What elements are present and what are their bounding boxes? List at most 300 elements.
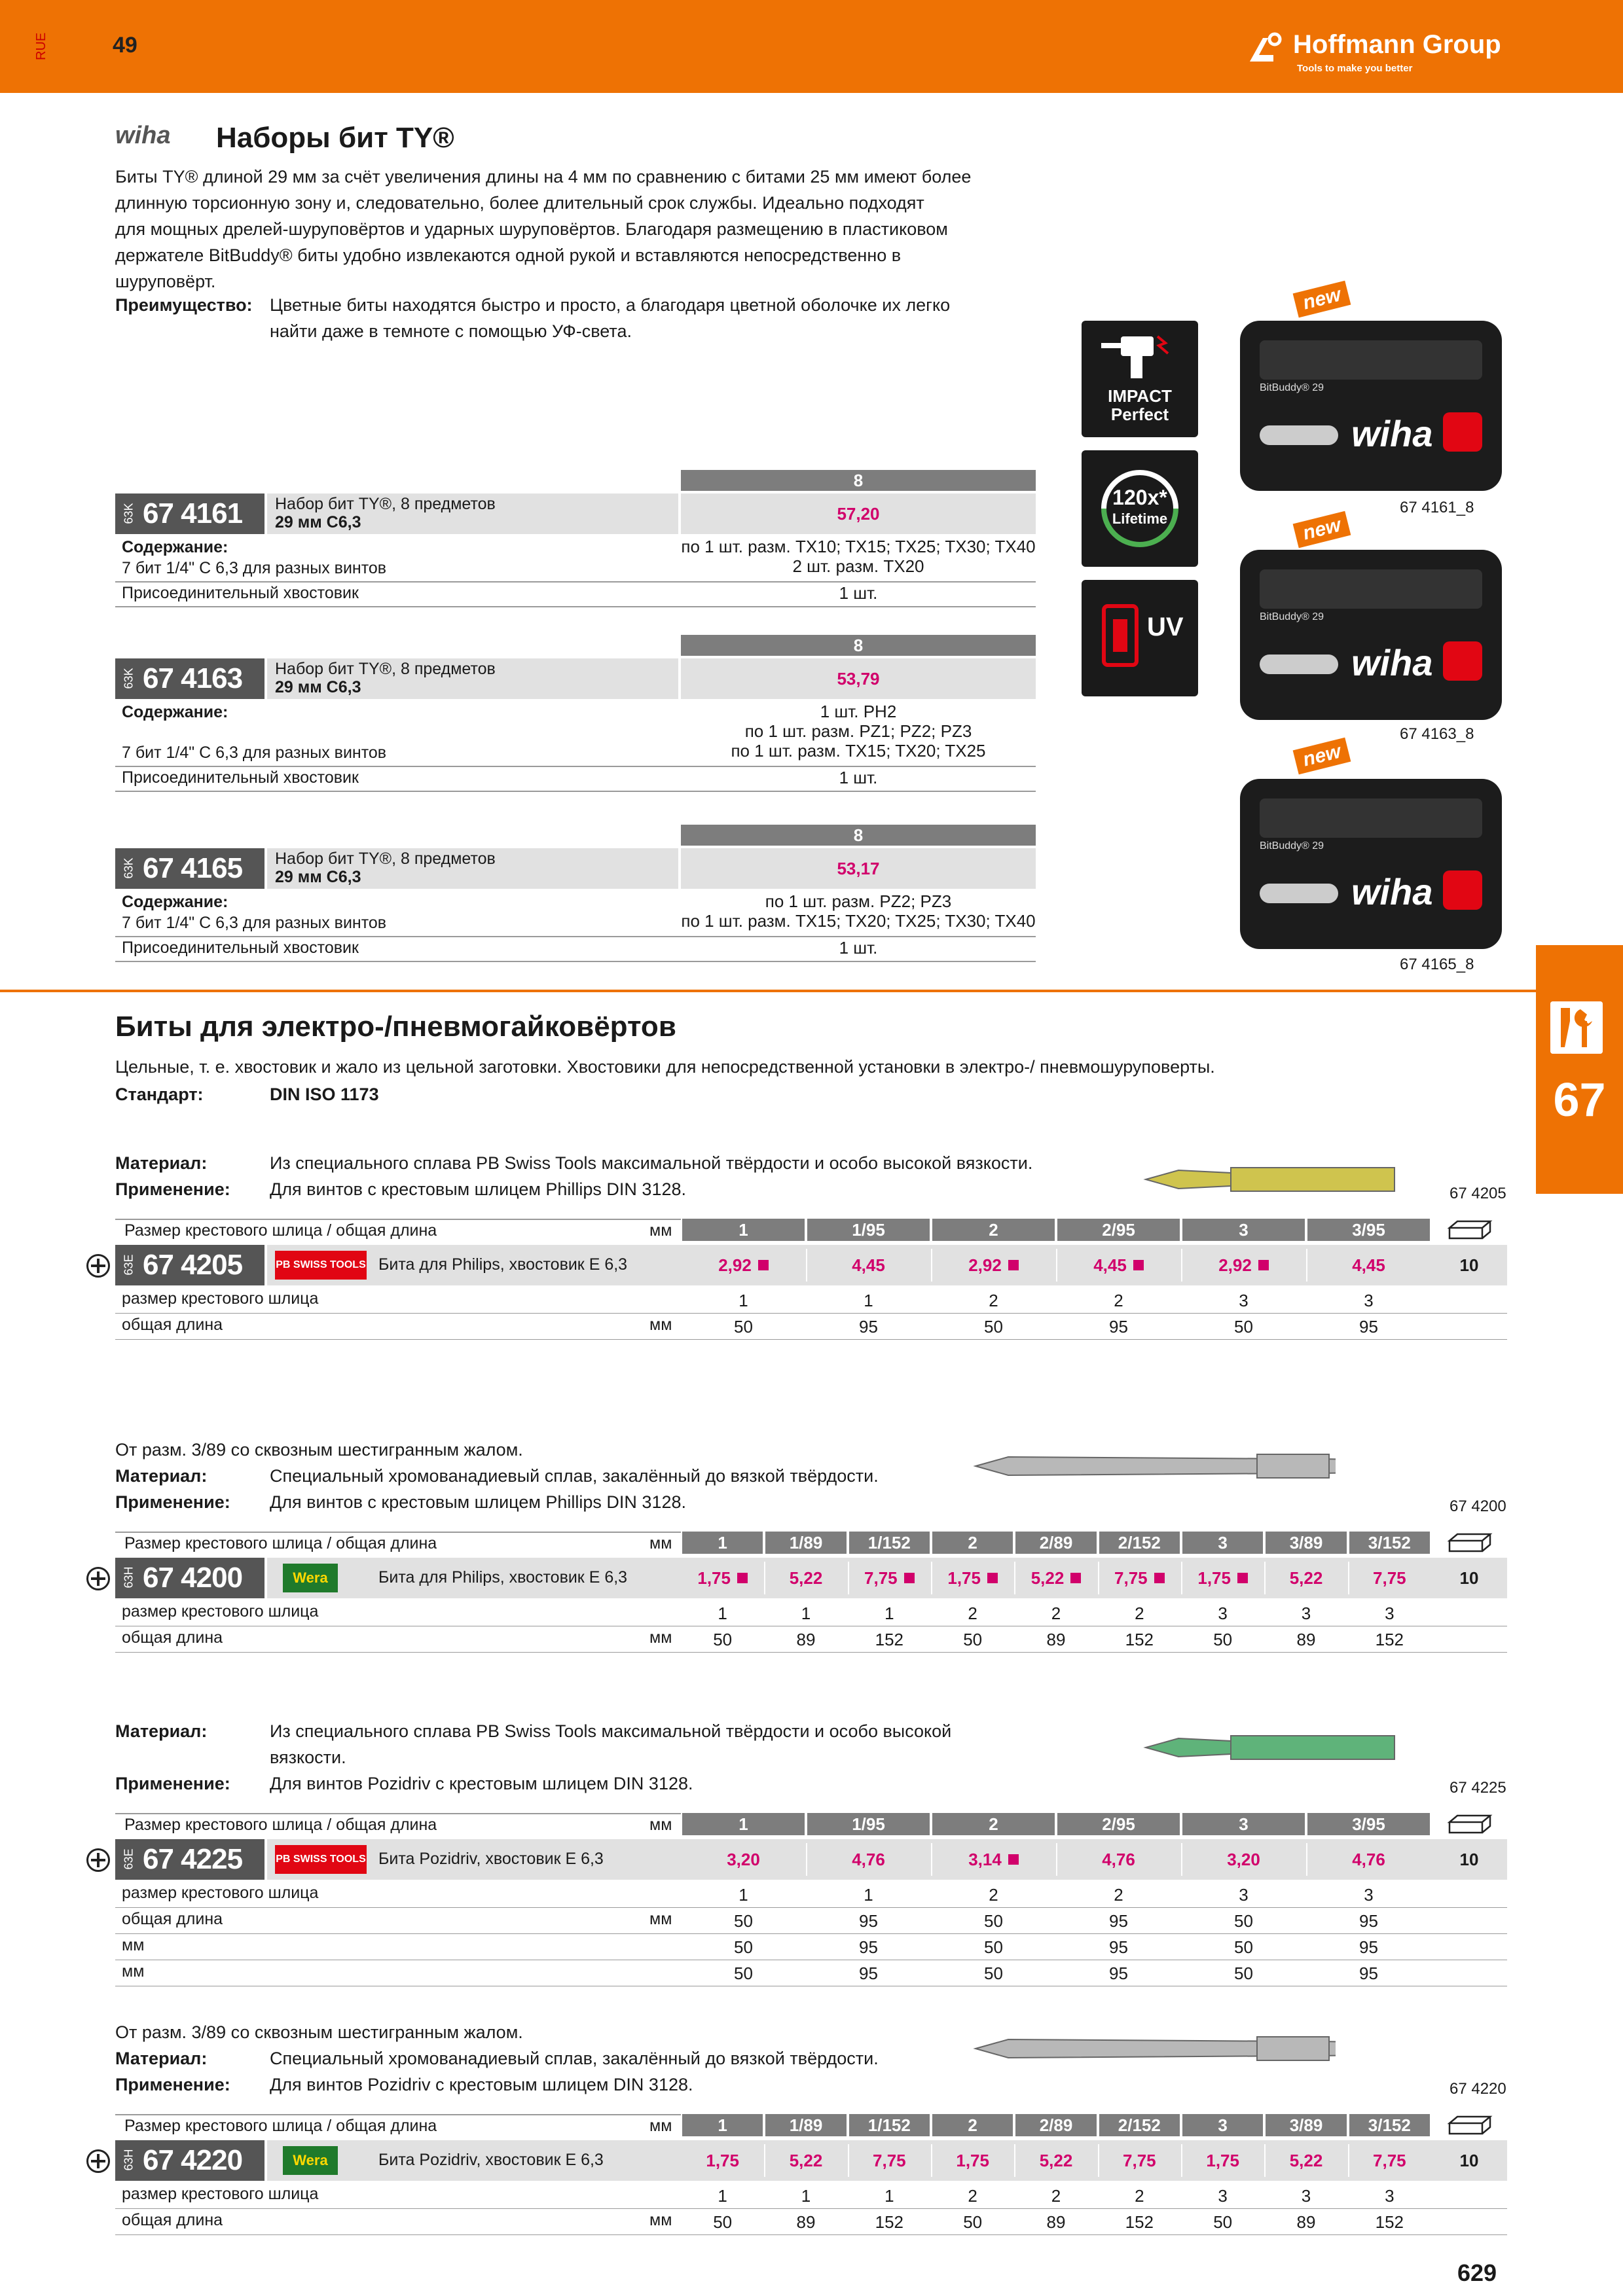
price-value: 1,75 <box>956 2150 989 2170</box>
row-value: 95 <box>1359 1963 1378 1983</box>
row-value: 2 <box>989 1884 998 1905</box>
article-prefix: 63K <box>122 857 136 878</box>
bit-image <box>969 1440 1336 1492</box>
price-value: 4,76 <box>1102 1849 1135 1869</box>
row-value: 2 <box>1135 1603 1144 1623</box>
content-text: 7 бит 1/4" C 6,3 для разных винтов <box>122 744 387 762</box>
size-header: 3 <box>1182 1813 1305 1835</box>
intro-line: Биты TY® длиной 29 мм за счёт увеличения длины на 4 мм по сравнению с битами 25 мм имеют более <box>115 167 972 187</box>
row-value: 50 <box>734 1937 753 1957</box>
intro-line: держателе BitBuddy® биты удобно извлекаются одной рукой и вставляются непосредственно в <box>115 245 902 265</box>
unit-label: мм <box>649 1534 672 1552</box>
cell-divider <box>1014 2144 1015 2177</box>
row-value: 3 <box>1385 2185 1395 2206</box>
price <box>931 1245 1056 1285</box>
row-value: 2 <box>989 1290 998 1310</box>
size-header: 3/152 <box>1349 1532 1430 1554</box>
cell-divider <box>1056 1249 1057 1282</box>
pack-quantity: 10 <box>1459 1255 1479 1275</box>
content-value: по 1 шт. разм. TX15; TX20; TX25 <box>731 740 986 761</box>
article-box <box>115 848 264 889</box>
application-text: Для винтов с крестовым шлицем Phillips DIN 3128. <box>270 1492 687 1512</box>
row-value: 50 <box>1234 1963 1253 1983</box>
size-length-label: Размер крестового шлица / общая длина <box>124 2117 437 2135</box>
price-value: 5,22 <box>789 2150 823 2170</box>
cell-divider <box>1348 2144 1349 2177</box>
price-value: 3,20 <box>1227 1849 1260 1869</box>
material-text: вязкости. <box>270 1748 346 1767</box>
qty-header: 8 <box>681 470 1036 491</box>
header-rule <box>115 1532 681 1533</box>
price-marker <box>1258 1260 1269 1270</box>
price-value: 3,14 <box>968 1849 1002 1869</box>
size-header: 3/95 <box>1307 1219 1430 1241</box>
size-header: 2 <box>932 2114 1013 2136</box>
row-value: 1 <box>801 1603 811 1623</box>
price-value: 7,75 <box>1373 2150 1406 2170</box>
price-value: 5,22 <box>1030 1568 1065 1588</box>
article-number: 67 4220 <box>143 2144 243 2176</box>
price <box>1264 2140 1347 2181</box>
row-value: 95 <box>859 1910 878 1931</box>
adapter-value: 1 шт. <box>839 767 878 787</box>
size-header: 2/152 <box>1099 2114 1180 2136</box>
price-value: 1,75 <box>947 1568 981 1588</box>
row-value: 50 <box>1234 1910 1253 1931</box>
price <box>681 2140 764 2181</box>
chapter-number: 67 <box>1553 1074 1606 1126</box>
price: 53,17 <box>837 858 880 878</box>
price <box>1181 1839 1306 1880</box>
size-header: 1/89 <box>765 2114 846 2136</box>
qty-header: 8 <box>681 635 1036 656</box>
row-value: 3 <box>1364 1290 1374 1310</box>
pb-swiss-tools-logo: PB SWISS TOOLS <box>275 1845 367 1874</box>
row-value: 3 <box>1364 1884 1374 1905</box>
content-text: 7 бит 1/4" C 6,3 для разных винтов <box>122 914 387 932</box>
tools-icon <box>1550 1001 1603 1054</box>
phillips-icon <box>86 1848 110 1872</box>
adapter-value: 1 шт. <box>839 583 878 603</box>
row-value: 2 <box>1114 1290 1123 1310</box>
row-value: 2 <box>968 1603 977 1623</box>
page-number-top: 49 <box>113 33 137 58</box>
price-value: 7,75 <box>873 2150 906 2170</box>
price <box>806 1245 931 1285</box>
row-value: 1 <box>718 2185 727 2206</box>
price <box>931 1558 1014 1598</box>
row-divider <box>115 791 1036 792</box>
row-value: 89 <box>1046 2212 1066 2232</box>
section-intro-ty-sets <box>115 164 1032 295</box>
price: 57,20 <box>837 503 880 524</box>
cell-divider <box>1264 2144 1266 2177</box>
adapter-label: Присоединительный хвостовик <box>122 939 359 957</box>
row-value: 89 <box>1046 1629 1066 1649</box>
size-header: 2 <box>932 1219 1055 1241</box>
bit-image <box>969 2022 1336 2075</box>
size-header: 2/95 <box>1057 1813 1180 1835</box>
row-value: 95 <box>859 1963 878 1983</box>
row-label: размер крестового шлица <box>122 1289 319 1308</box>
row-value: 1 <box>801 2185 811 2206</box>
row-divider <box>115 606 1036 607</box>
price-value: 4,76 <box>1352 1849 1385 1869</box>
price-value: 7,75 <box>1114 1568 1148 1588</box>
section-intro-impact-bits: Цельные, т. е. хвостовик и жало из цельной заготовки. Хвостовики для непосредственной установки в электро-/ пневмошуруповерты. <box>115 1057 1215 1077</box>
size-header: 3/95 <box>1307 1813 1430 1835</box>
price <box>681 1839 806 1880</box>
row-value: 2 <box>1135 2185 1144 2206</box>
price-value: 1,75 <box>1206 2150 1239 2170</box>
price <box>1181 1245 1306 1285</box>
article-number: 67 4165 <box>143 852 243 884</box>
price-value: 2,92 <box>1218 1255 1252 1275</box>
header-rule <box>115 1813 681 1814</box>
image-caption: 67 4225 <box>1450 1779 1506 1797</box>
row-divider <box>115 1907 1507 1908</box>
price <box>1056 1839 1181 1880</box>
size-header: 2/89 <box>1015 1532 1096 1554</box>
row-value: 50 <box>984 1963 1003 1983</box>
row-label: общая длина <box>122 1316 223 1334</box>
article-prefix: 63E <box>122 1848 136 1869</box>
row-value: 50 <box>1234 1937 1253 1957</box>
article-size: 29 мм C6,3 <box>275 513 361 531</box>
row-divider <box>115 1339 1507 1340</box>
row-value: 89 <box>1296 2212 1316 2232</box>
size-length-label: Размер крестового шлица / общая длина <box>124 1221 437 1240</box>
material-text: Специальный хромованадиевый сплав, закалённый до вязкой твёрдости. <box>270 2049 879 2068</box>
row-value: 2 <box>1051 2185 1061 2206</box>
row-value: 50 <box>734 1963 753 1983</box>
row-unit: мм <box>649 2211 672 2229</box>
price <box>1348 1558 1431 1598</box>
wera-logo: Wera <box>283 1564 338 1592</box>
price <box>1264 1558 1347 1598</box>
row-value: 152 <box>1125 1629 1154 1649</box>
size-header: 2/89 <box>1015 2114 1096 2136</box>
size-header: 3 <box>1182 2114 1263 2136</box>
price-value: 5,22 <box>789 1568 823 1588</box>
row-unit: мм <box>649 1910 672 1928</box>
image-caption: 67 4205 <box>1450 1185 1506 1202</box>
row-value: 3 <box>1218 1603 1228 1623</box>
size-header: 2 <box>932 1813 1055 1835</box>
image-caption: 67 4220 <box>1450 2080 1506 2098</box>
price-marker <box>987 1573 998 1583</box>
impact-perfect-badge: IMPACT Perfect <box>1082 321 1198 437</box>
cell-divider <box>931 1843 932 1876</box>
price-value: 4,45 <box>852 1255 885 1275</box>
row-value: 50 <box>984 1937 1003 1957</box>
image-caption-674165: 67 4165_8 <box>1400 956 1474 973</box>
price <box>1014 1558 1097 1598</box>
price <box>1056 1245 1181 1285</box>
price: 53,79 <box>837 668 880 689</box>
price <box>806 1839 931 1880</box>
lifetime-badge: 120x* Lifetime <box>1082 450 1198 567</box>
price <box>681 1245 806 1285</box>
size-header: 3/89 <box>1266 2114 1346 2136</box>
image-caption: 67 4200 <box>1450 1498 1506 1515</box>
row-value: 50 <box>984 1316 1003 1336</box>
content-value: по 1 шт. разм. TX10; TX15; TX25; TX30; TX40 <box>681 536 1036 556</box>
new-badge: new <box>1293 511 1351 548</box>
cell-divider <box>1056 1843 1057 1876</box>
pack-quantity: 10 <box>1459 2150 1479 2170</box>
row-value: 95 <box>1109 1937 1128 1957</box>
price-marker <box>758 1260 769 1270</box>
section-title-impact-bits: Биты для электро-/пневмогайковёртов <box>115 1011 676 1043</box>
wera-logo: Wera <box>283 2146 338 2175</box>
product-note: От разм. 3/89 со сквозным шестигранным жалом. <box>115 2022 523 2042</box>
article-box <box>115 1839 264 1880</box>
article-prefix: 63K <box>122 502 136 524</box>
row-value: 3 <box>1239 1884 1249 1905</box>
row-value: 1 <box>739 1884 748 1905</box>
section-divider <box>0 990 1536 992</box>
row-divider <box>115 2234 1507 2235</box>
size-header: 2/95 <box>1057 1219 1180 1241</box>
row-divider <box>115 1313 1507 1314</box>
row-value: 50 <box>1213 2212 1233 2232</box>
size-length-label: Размер крестового шлица / общая длина <box>124 1534 437 1552</box>
price-value: 3,20 <box>727 1849 760 1869</box>
cell-divider <box>1014 1562 1015 1594</box>
cell-divider <box>848 2144 849 2177</box>
pack-icon <box>1447 1813 1493 1835</box>
content-label: Содержание: <box>122 703 228 721</box>
article-number: 67 4225 <box>143 1843 243 1875</box>
advantage-line: найти даже в темноте с помощью УФ-света. <box>270 321 632 341</box>
article-box <box>115 1245 264 1285</box>
price-value: 2,92 <box>968 1255 1002 1275</box>
price-marker <box>1237 1573 1248 1583</box>
content-value: по 1 шт. разм. TX15; TX20; TX25; TX30; TX40 <box>681 910 1036 931</box>
material-label: Материал: <box>115 2049 208 2068</box>
row-value: 95 <box>1359 1910 1378 1931</box>
article-prefix: 63K <box>122 667 136 689</box>
price-marker <box>1008 1854 1019 1865</box>
row-value: 1 <box>718 1603 727 1623</box>
cell-divider <box>931 1249 932 1282</box>
row-value: 89 <box>1296 1629 1316 1649</box>
article-box <box>115 1558 264 1598</box>
advantage-label: Преимущество: <box>115 295 253 315</box>
price <box>848 1558 931 1598</box>
row-value: 50 <box>984 1910 1003 1931</box>
application-label: Применение: <box>115 2075 230 2094</box>
bit-image <box>1139 1721 1506 1774</box>
pack-quantity: 10 <box>1459 1568 1479 1588</box>
bitset-image-674163: BitBuddy® 29 wiha <box>1240 550 1502 720</box>
qty-header: 8 <box>681 825 1036 846</box>
size-header: 1/95 <box>807 1219 930 1241</box>
application-label: Применение: <box>115 1179 230 1199</box>
row-value: 95 <box>1109 1963 1128 1983</box>
price-value: 1,75 <box>697 1568 731 1588</box>
size-header: 3 <box>1182 1532 1263 1554</box>
row-value: 89 <box>796 1629 816 1649</box>
price-value: 5,22 <box>1039 2150 1073 2170</box>
article-desc: Набор бит TY®, 8 предметов <box>275 495 496 513</box>
article-number: 67 4163 <box>143 662 243 694</box>
adapter-label: Присоединительный хвостовик <box>122 584 359 602</box>
image-caption-674163: 67 4163_8 <box>1400 725 1474 743</box>
row-label: размер крестового шлица <box>122 2185 319 2203</box>
price-marker <box>737 1573 748 1583</box>
cell-divider <box>931 1562 932 1594</box>
cell-divider <box>1098 1562 1099 1594</box>
row-divider <box>115 961 1036 962</box>
row-value: 2 <box>1051 1603 1061 1623</box>
row-value: 152 <box>1125 2212 1154 2232</box>
cell-divider <box>848 1562 849 1594</box>
phillips-icon <box>86 1567 110 1590</box>
article-prefix: 63H <box>122 1566 136 1588</box>
price <box>1181 1558 1264 1598</box>
row-value: 50 <box>734 1316 753 1336</box>
article-desc: Бита Pozidriv, хвостовик E 6,3 <box>378 2151 604 2169</box>
adapter-label: Присоединительный хвостовик <box>122 768 359 787</box>
row-unit: мм <box>649 1628 672 1647</box>
row-value: 3 <box>1301 1603 1311 1623</box>
article-box <box>115 493 264 534</box>
row-value: 50 <box>963 2212 983 2232</box>
product-note: От разм. 3/89 со сквозным шестигранным жалом. <box>115 1440 523 1460</box>
size-header: 1/152 <box>849 1532 930 1554</box>
cell-divider <box>1181 2144 1182 2177</box>
row-value: 50 <box>1234 1316 1253 1336</box>
price-value: 2,92 <box>718 1255 752 1275</box>
drill-icon <box>1095 330 1185 382</box>
size-header: 1 <box>682 1813 805 1835</box>
article-number: 67 4200 <box>143 1562 243 1594</box>
adapter-value: 1 шт. <box>839 937 878 958</box>
header-rule <box>115 1219 681 1220</box>
content-value: по 1 шт. разм. PZ1; PZ2; PZ3 <box>744 721 972 741</box>
section-title-ty-sets: Наборы бит TY® <box>216 122 454 154</box>
article-prefix: 63E <box>122 1253 136 1275</box>
chapter-tab <box>1536 945 1623 1194</box>
article-desc: Бита для Philips, хвостовик E 6,3 <box>378 1255 628 1274</box>
cell-divider <box>764 1562 765 1594</box>
image-caption-674161: 67 4161_8 <box>1400 499 1474 516</box>
application-label: Применение: <box>115 1492 230 1512</box>
article-box <box>115 2140 264 2181</box>
row-value: 95 <box>859 1316 878 1336</box>
material-text: Специальный хромованадиевый сплав, закалённый до вязкой твёрдости. <box>270 1466 879 1486</box>
pb-swiss-tools-logo: PB SWISS TOOLS <box>275 1251 367 1280</box>
size-header: 2/152 <box>1099 1532 1180 1554</box>
article-desc: Бита для Philips, хвостовик E 6,3 <box>378 1568 628 1587</box>
uv-icon <box>1097 600 1143 678</box>
advantage-line: Цветные биты находятся быстро и просто, а благодаря цветной оболочке их легко <box>270 295 951 315</box>
row-label: мм <box>122 1962 145 1981</box>
row-value: 95 <box>1359 1316 1378 1336</box>
content-value: по 1 шт. разм. PZ2; PZ3 <box>765 891 952 911</box>
price-marker <box>1070 1573 1081 1583</box>
price-value: 1,75 <box>1197 1568 1231 1588</box>
price-marker <box>904 1573 915 1583</box>
size-header: 1/89 <box>765 1532 846 1554</box>
row-unit: мм <box>649 1316 672 1334</box>
cell-divider <box>1181 1843 1182 1876</box>
intro-line: шуруповёрт. <box>115 272 216 291</box>
price <box>1098 2140 1181 2181</box>
unit-label: мм <box>649 2117 672 2135</box>
size-header: 1/152 <box>849 2114 930 2136</box>
material-text: Из специального сплава PB Swiss Tools максимальной твёрдости и особо высокой <box>270 1721 952 1741</box>
article-number: 67 4161 <box>143 497 243 529</box>
price <box>1306 1839 1431 1880</box>
cell-divider <box>1181 1249 1182 1282</box>
price-value: 7,75 <box>1373 1568 1406 1588</box>
brand-name: Hoffmann Group <box>1293 30 1501 59</box>
price-value: 7,75 <box>1123 2150 1156 2170</box>
row-value: 95 <box>859 1937 878 1957</box>
row-divider <box>115 1652 1507 1653</box>
row-label: размер крестового шлица <box>122 1884 319 1902</box>
cell-divider <box>1306 1843 1307 1876</box>
bitset-image-674165: BitBuddy® 29 wiha <box>1240 779 1502 949</box>
row-value: 50 <box>713 2212 733 2232</box>
price <box>764 1558 847 1598</box>
uv-badge: UV <box>1082 580 1198 696</box>
cell-divider <box>806 1249 807 1282</box>
price <box>1348 2140 1431 2181</box>
row-value: 3 <box>1239 1290 1249 1310</box>
standard-value: DIN ISO 1173 <box>270 1085 379 1104</box>
price-value: 4,76 <box>852 1849 885 1869</box>
price-marker <box>1133 1260 1144 1270</box>
material-label: Материал: <box>115 1153 208 1173</box>
cell-divider <box>764 2144 765 2177</box>
pack-icon <box>1447 1532 1493 1554</box>
content-label: Содержание: <box>122 893 228 911</box>
price <box>1181 2140 1264 2181</box>
row-value: 1 <box>864 1884 873 1905</box>
page-number: 629 <box>1457 2259 1497 2286</box>
side-code: RUE <box>34 32 48 60</box>
price <box>848 2140 931 2181</box>
material-label: Материал: <box>115 1721 208 1741</box>
row-value: 3 <box>1218 2185 1228 2206</box>
price-value: 4,45 <box>1352 1255 1385 1275</box>
row-value: 50 <box>1213 1629 1233 1649</box>
new-badge: new <box>1293 738 1351 775</box>
row-value: 50 <box>734 1910 753 1931</box>
article-number: 67 4205 <box>143 1249 243 1281</box>
material-text: Из специального сплава PB Swiss Tools максимальной твёрдости и особо высокой вязкости. <box>270 1153 1033 1173</box>
price-value: 7,75 <box>864 1568 898 1588</box>
price <box>1306 1245 1431 1285</box>
price-marker <box>1154 1573 1165 1583</box>
content-value: 1 шт. PH2 <box>820 701 897 721</box>
cell-divider <box>1181 1562 1182 1594</box>
row-divider <box>115 2208 1507 2209</box>
hoffmann-logo-icon <box>1247 31 1286 64</box>
phillips-icon <box>86 2149 110 2173</box>
application-text: Для винтов Pozidriv с крестовым шлицем DIN 3128. <box>270 2075 693 2094</box>
row-value: 1 <box>884 1603 894 1623</box>
article-box <box>115 658 264 699</box>
size-header: 3/152 <box>1349 2114 1430 2136</box>
article-size: 29 мм C6,3 <box>275 678 361 696</box>
content-label: Содержание: <box>122 538 228 556</box>
row-value: 3 <box>1301 2185 1311 2206</box>
